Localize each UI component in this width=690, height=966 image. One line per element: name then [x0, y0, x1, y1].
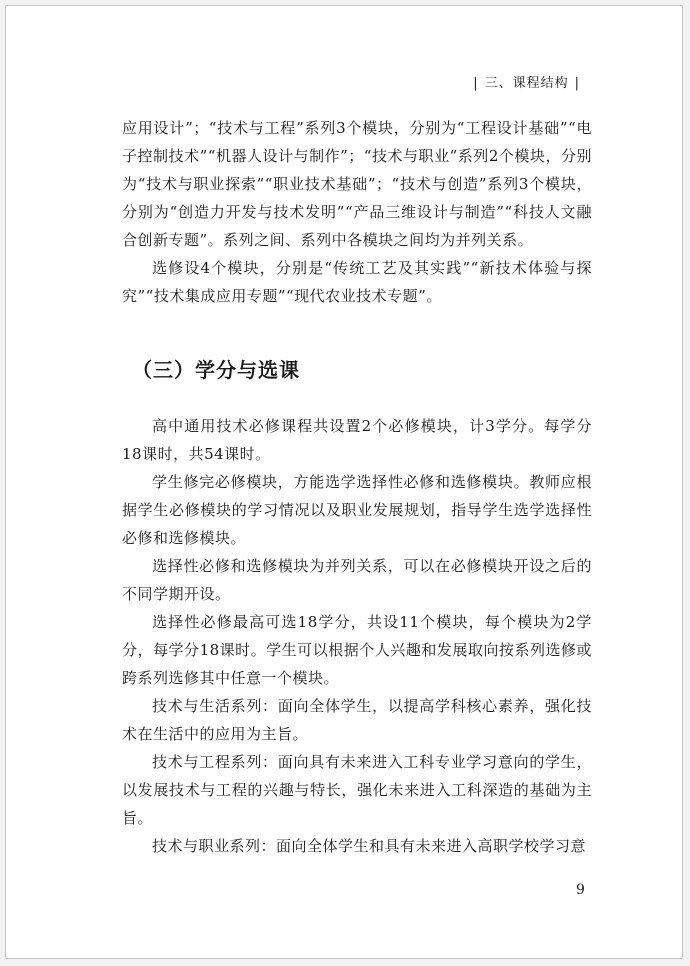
document-page: [5, 5, 683, 959]
paragraph: 选择性必修最高可选18学分，共设11个模块，每个模块为2学分，每学分18课时。学生可以根据个人兴趣和发展取向按系列选修或跨系列选修其中任意一个模块。: [122, 613, 592, 687]
paragraph: 技术与职业系列：面向全体学生和具有未来进入高职学校学习意: [152, 837, 587, 855]
running-title: 三、课程结构: [484, 76, 569, 91]
section-heading: （三）学分与选课: [132, 358, 300, 382]
paragraph: 选择性必修和选修模块为并列关系，可以在必修模块开设之后的不同学期开设。: [122, 557, 592, 603]
paragraph: 技术与工程系列：面向具有未来进入工科专业学习意向的学生，以发展技术与工程的兴趣与特长，强化未来进入工科深造的基础为主旨。: [122, 753, 592, 827]
running-header: [467, 72, 586, 91]
header-divider-right: |: [574, 76, 580, 91]
paragraph: 学生修完必修模块，方能选学选择性必修和选修模块。教师应根据学生必修模块的学习情况以及职业发展规划，指导学生选学选择性必修和选修模块。: [122, 473, 592, 547]
paragraph: 技术与生活系列：面向全体学生，以提高学科核心素养，强化技术在生活中的应用为主旨。: [122, 697, 592, 743]
page-number: 9: [576, 882, 585, 898]
body-text: [122, 114, 592, 860]
header-divider-left: |: [473, 76, 479, 91]
paragraph: 选修设4个模块，分别是“传统工艺及其实践”“新技术体验与探究”“技术集成应用专题”“现代农业技术专题”。: [122, 259, 592, 305]
paragraph-continued: 应用设计”；“技术与工程”系列3个模块，分别为“工程设计基础”“电子控制技术”“机器人设计与制作”；“技术与职业”系列2个模块，分别为“技术与职业探索”“职业技术基础”；“技术与创造”系列3个模块，分别为“创造力开发与技术发明”“产品三维设计与制造”“科技人文融合创新专题”。系列之间、系列中各模块之间均为并列关系。: [122, 119, 592, 249]
paragraph: 高中通用技术必修课程共设置2个必修模块，计3学分。每学分18课时，共54课时。: [122, 417, 592, 463]
